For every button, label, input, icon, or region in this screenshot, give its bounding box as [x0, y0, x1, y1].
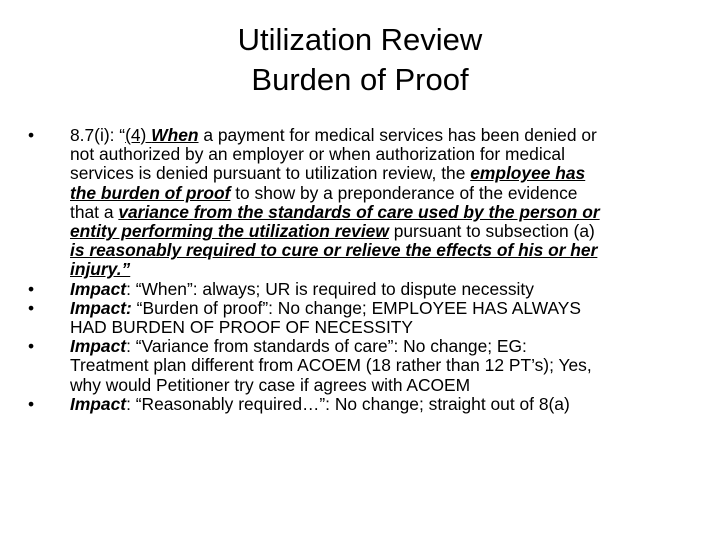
bullet-impact-burden-line-2: HAD BURDEN OF PROOF OF NECESSITY	[70, 317, 414, 338]
bullet-marker: •	[28, 125, 35, 145]
bullet-impact-reasonably	[28, 395, 688, 414]
title-line-2: Burden of Proof	[251, 62, 469, 97]
impact-label: Impact	[70, 278, 127, 299]
bullet-marker: •	[28, 297, 35, 318]
bullet-marker: •	[28, 336, 35, 357]
bullet-statute-line-2: not authorized by an employer or when authorization for medical	[70, 144, 565, 165]
bullet-list	[28, 126, 688, 414]
bullet-impact-when-line-1	[70, 280, 688, 299]
bullet-impact-variance	[28, 337, 688, 395]
bullet-impact-when	[28, 280, 688, 299]
statute-subsection: (4)	[125, 125, 152, 145]
statute-text: pursuant to subsection (a)	[388, 221, 595, 242]
slide-title	[0, 20, 720, 100]
title-line-1: Utilization Review	[237, 22, 483, 57]
bullet-statute-line-4	[70, 184, 688, 203]
impact-text: : “When”: always; UR is required to dispute necessity	[126, 278, 534, 299]
statute-entity: entity performing the utilization review	[70, 221, 389, 242]
impact-label: Impact	[70, 393, 127, 414]
bullet-impact-variance-line-1	[70, 337, 688, 356]
impact-text: : “Variance from standards of care”: No change; EG:	[126, 336, 527, 357]
bullet-statute-line-6	[70, 222, 688, 241]
statute-when: When	[151, 125, 199, 145]
statute-citation: 8.7(i): “	[70, 125, 126, 145]
bullet-impact-variance-line-2: Treatment plan different from ACOEM (18 rather than 12 PT’s); Yes,	[70, 355, 592, 376]
impact-text: “Burden of proof”: No change; EMPLOYEE HAS ALWAYS	[131, 297, 581, 318]
bullet-impact-variance-line-3: why would Petitioner try case if agrees with ACOEM	[70, 374, 471, 395]
bullet-statute	[28, 126, 688, 280]
bullet-marker: •	[28, 393, 35, 414]
bullet-statute-line-5	[70, 203, 688, 222]
bullet-marker: •	[28, 278, 35, 299]
impact-text: : “Reasonably required…”: No change; straight out of 8(a)	[126, 393, 570, 414]
impact-label: Impact	[70, 336, 127, 357]
statute-variance: variance from the standards of care used by the person or	[118, 201, 600, 222]
bullet-impact-burden	[28, 299, 688, 337]
bullet-statute-line-1	[70, 126, 688, 145]
bullet-statute-line-7: is reasonably required to cure or relieve the effects of his or her	[70, 240, 598, 261]
statute-text: to show by a preponderance of the evidence	[230, 182, 578, 203]
bullet-statute-line-3	[70, 164, 688, 183]
bullet-impact-burden-line-1	[70, 299, 688, 318]
statute-text: that a	[70, 201, 119, 222]
bullet-impact-reasonably-line-1	[70, 395, 688, 414]
statute-text: services is denied pursuant to utilization review, the	[70, 163, 471, 184]
statute-burden-of-proof: the burden of proof	[70, 182, 231, 203]
bullet-statute-line-8: injury.”	[70, 259, 131, 280]
impact-label: Impact:	[70, 297, 132, 318]
statute-text: a payment for medical services has been denied or	[198, 125, 597, 145]
statute-employee-has: employee has	[470, 163, 586, 184]
